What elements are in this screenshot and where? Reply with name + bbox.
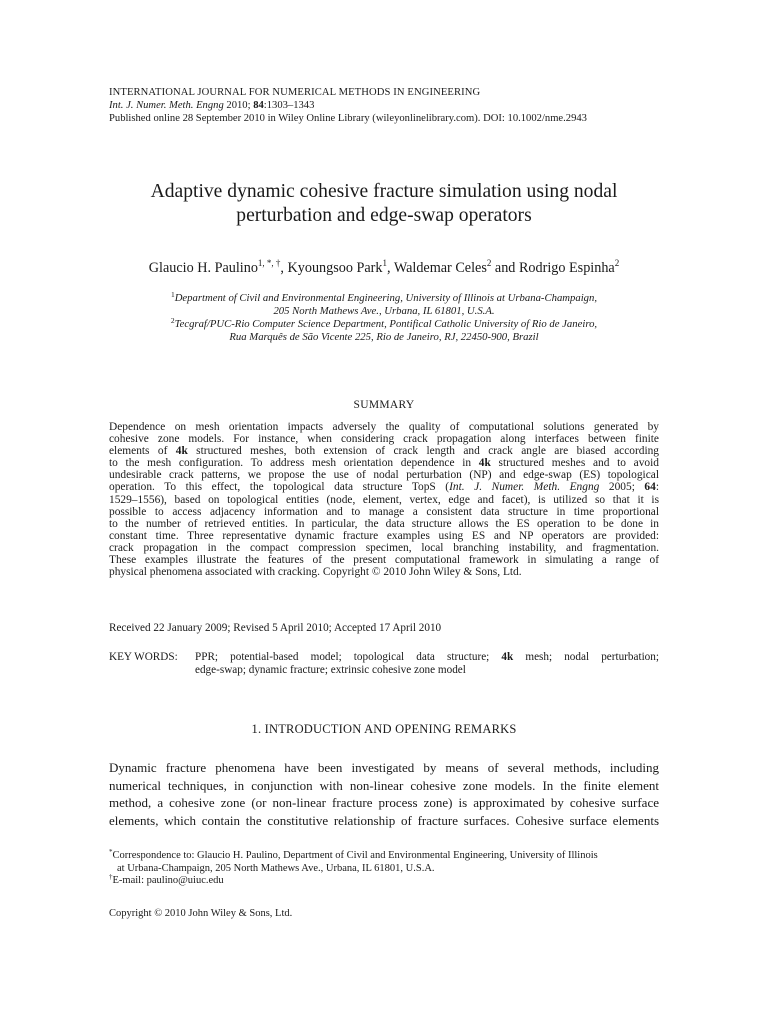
section-heading: 1. INTRODUCTION AND OPENING REMARKS: [251, 722, 517, 736]
text-run: :: [655, 481, 659, 494]
footnote-2: [109, 875, 659, 888]
bold-term: 4k: [501, 651, 514, 663]
author-affil-mark: 1: [382, 258, 387, 268]
body-line: elements, which contain the constitutive relationship of fracture surfaces. Cohesive surface elements: [109, 812, 659, 828]
abstract-line: cohesive zone models. For instance, when considering crack propagation along interfaces between finite: [109, 433, 659, 446]
author-separator: ,: [387, 260, 394, 276]
summary-heading: SUMMARY: [353, 399, 415, 411]
citation-volume: 84: [253, 100, 264, 111]
abstract-line: physical phenomena associated with cracking. Copyright © 2010 John Wiley & Sons, Ltd.: [109, 566, 522, 579]
affiliation-1-line-1: [109, 292, 659, 305]
publication-info: Published online 28 September 2010 in Wiley Online Library (wileyonlinelibrary.com). DOI: 10.1002/nme.2943: [109, 113, 587, 124]
author-separator: and: [491, 260, 519, 276]
author-name: Waldemar Celes: [393, 260, 487, 276]
text-run: PPR; potential-based model; topological data structure;: [195, 651, 502, 663]
keywords-label: KEY WORDS:: [109, 651, 178, 663]
affiliation-text: Tecgraf/PUC-Rio Computer Science Department, Pontifical Catholic University of Rio de Janeiro,: [174, 317, 598, 330]
text-run: operation. To this effect, the topological data structure TopS (: [109, 481, 450, 494]
body-line: method, a cohesive zone (or non-linear fracture process zone) is approximated by cohesive surface: [109, 795, 659, 810]
bold-term: 4k: [478, 457, 491, 470]
author-name: Kyoungsoo Park: [287, 260, 383, 276]
section-body: [109, 759, 659, 829]
author-name: Glaucio H. Paulino: [148, 260, 258, 276]
abstract-line: to the number of retrieved entities. In particular, the data structure allows the ES operation to be done in: [109, 517, 659, 530]
abstract-line: [109, 445, 659, 457]
affiliations: [109, 292, 659, 344]
abstract-line: 1529–1556), based on topological entities (node, element, vertex, edge and facet), is utilized so that it is: [109, 493, 659, 506]
footnote-mark: *: [109, 848, 113, 856]
author-affil-mark: 2: [486, 258, 492, 268]
journal-citation: [109, 99, 314, 112]
title-line-1: Adaptive dynamic cohesive fracture simulation using nodal: [150, 181, 618, 202]
text-run: structured meshes, both extension of crack length and crack angle are biased according: [187, 445, 659, 458]
affiliation-mark: 2: [170, 315, 175, 325]
footnote-1-line-2: at Urbana-Champaign, 205 North Mathews Ave., Urbana, IL 61801, U.S.A.: [117, 862, 435, 874]
footnote-text: E-mail: paulino@uiuc.edu: [112, 875, 224, 887]
title-line-2: perturbation and edge-swap operators: [236, 205, 532, 226]
abstract-line: undesirable crack patterns, we propose the use of nodal perturbation (NP) and edge-swap (ES) topological: [109, 469, 659, 482]
footnote-1-line-1: [109, 850, 659, 863]
abstract-line: These examples illustrate the features of the present computational framework in simulating a range of: [109, 554, 659, 567]
text-run: mesh; nodal perturbation;: [513, 651, 659, 663]
paper-title: [109, 180, 659, 228]
citation-year: 2010;: [223, 100, 254, 111]
abstract-body: [109, 421, 659, 578]
affiliation-2-line-2: Rua Marquês de São Vicente 225, Rio de Janeiro, RJ, 22450-900, Brazil: [229, 330, 539, 343]
author-separator: ,: [280, 260, 288, 276]
keywords-line-1: [195, 651, 659, 664]
citation-abbrev: Int. J. Numer. Meth. Engng: [109, 100, 224, 111]
text-run: structured meshes and to avoid: [490, 457, 659, 470]
footnote-text: Correspondence to: Glaucio H. Paulino, Department of Civil and Environmental Engineering, University of Illinois: [112, 850, 598, 861]
affiliation-mark: 1: [170, 290, 175, 299]
abstract-line: constant time. Three representative dynamic fracture examples using ES and NP operators are provided:: [109, 529, 659, 542]
abstract-line: possible to access adjacency information and to manage a consistent data structure in time proportional: [109, 505, 659, 518]
text-run: 2005;: [599, 481, 645, 494]
affiliation-1-line-2: 205 North Mathews Ave., Urbana, IL 61801, U.S.A.: [273, 304, 495, 317]
affiliation-text: Department of Civil and Environmental Engineering, University of Illinois at Urbana-Champaign,: [174, 292, 598, 304]
journal-name: INTERNATIONAL JOURNAL FOR NUMERICAL METHODS IN ENGINEERING: [109, 87, 481, 98]
text-run: elements of: [109, 445, 176, 458]
keywords-line-2: edge-swap; dynamic fracture; extrinsic cohesive zone model: [195, 664, 466, 676]
affiliation-2-line-1: [109, 315, 659, 331]
italic-citation: Int. J. Numer. Meth. Engng: [449, 481, 600, 494]
author-list: [109, 259, 659, 277]
abstract-line: Dependence on mesh orientation impacts adversely the quality of computational solutions generated by: [109, 421, 659, 433]
text-run: to the mesh configuration. To address mesh orientation dependence in: [109, 457, 479, 470]
body-line: Dynamic fracture phenomena have been investigated by means of several methods, including: [109, 760, 659, 775]
author-affil-mark: 1, *, †: [257, 258, 281, 268]
body-line: numerical techniques, in conjunction with non-linear cohesive zone models. In the finite element: [109, 777, 659, 793]
received-dates: Received 22 January 2009; Revised 5 April 2010; Accepted 17 April 2010: [109, 622, 442, 634]
bold-term: 4k: [175, 445, 188, 458]
copyright-notice: Copyright © 2010 John Wiley & Sons, Ltd.: [109, 908, 293, 919]
bold-volume: 64: [644, 481, 656, 494]
citation-pages: :1303–1343: [263, 100, 315, 111]
footnotes: [109, 850, 659, 888]
author-name: Rodrigo Espinha: [518, 260, 615, 276]
footnote-mark: †: [109, 873, 113, 882]
abstract-line: crack propagation in the compact compression specimen, local branching instability, and fragmentation.: [109, 541, 659, 554]
abstract-line: [109, 457, 659, 469]
author-affil-mark: 2: [614, 258, 620, 268]
abstract-line: [109, 481, 659, 493]
